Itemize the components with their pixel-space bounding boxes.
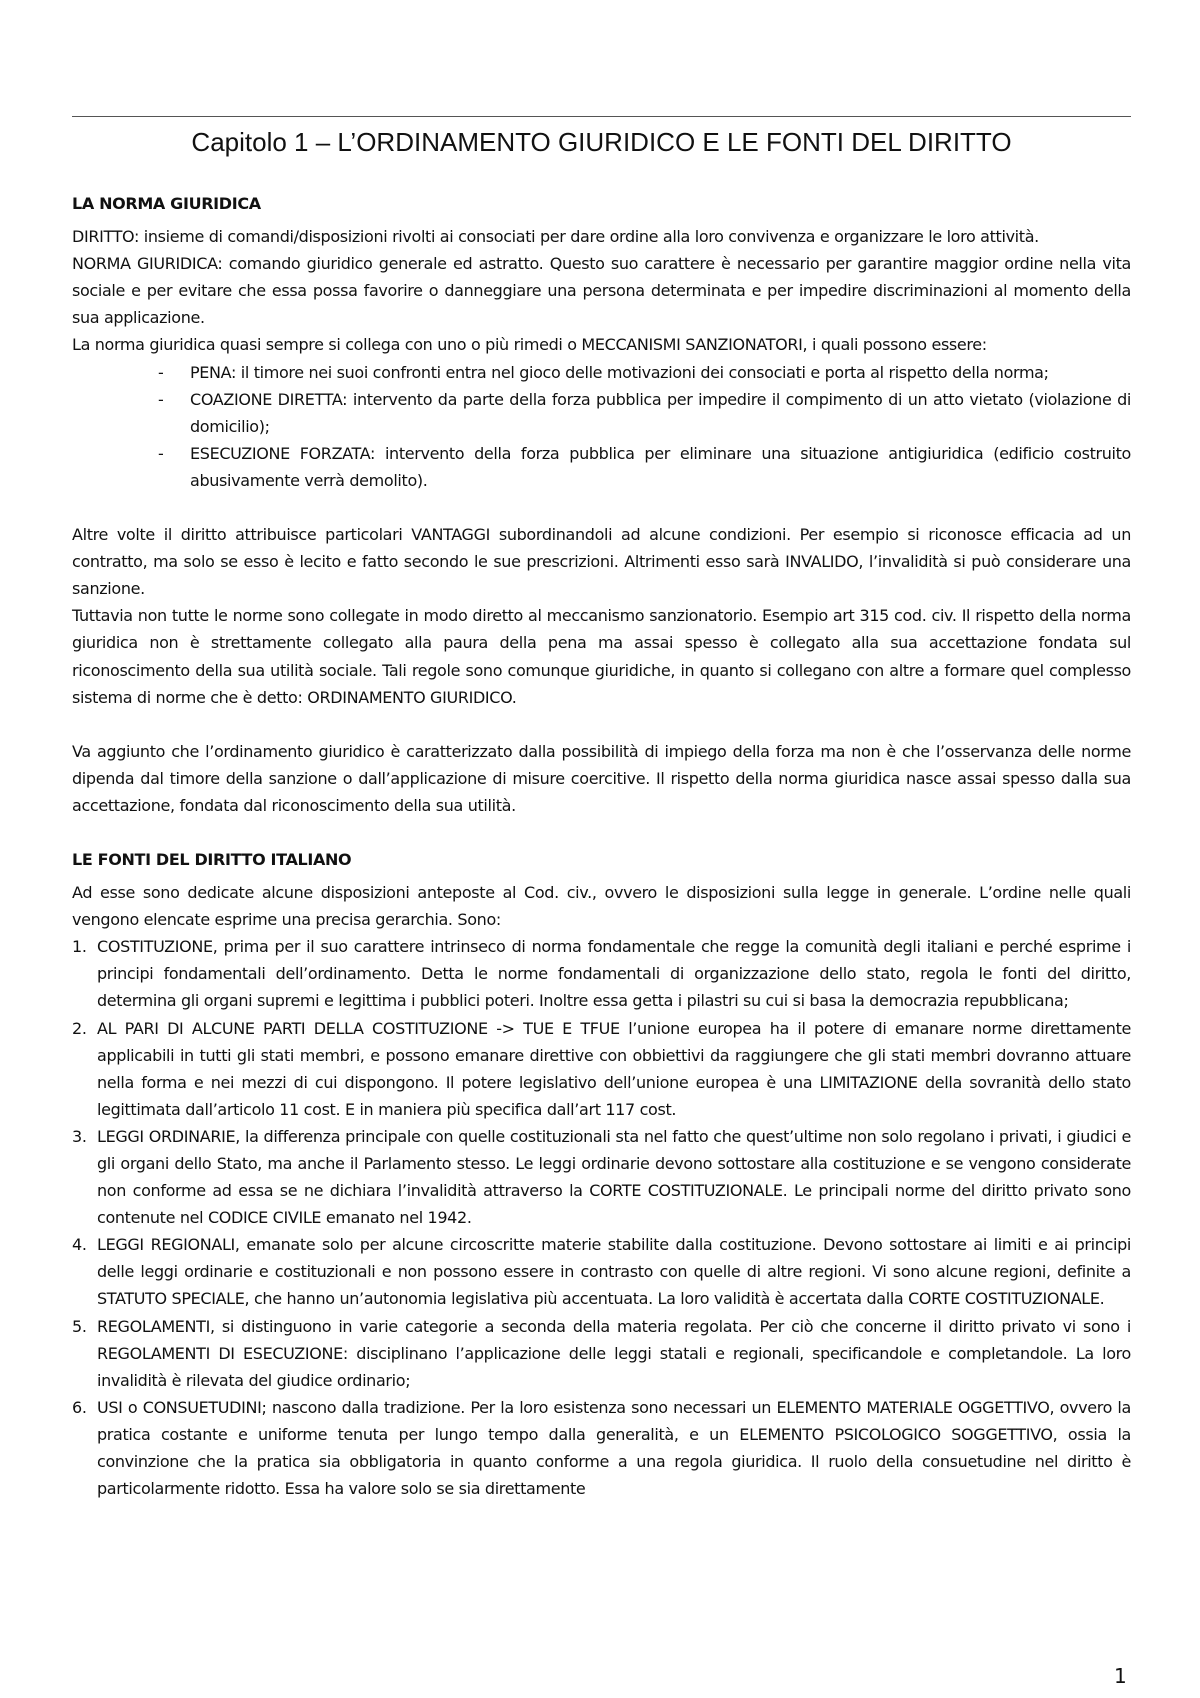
list-item-text: LEGGI REGIONALI, emanate solo per alcune circoscritte materie stabilite dalla costituzione. Devono sottostare ai limiti e ai principi delle leggi ordinarie e costituzionali e non possono essere in contrasto con quelle di altre regioni. Vi sono alcune regioni, definite a STATUTO SPECIALE, che hanno un’autonomia legislativa più accentuata. La loro validità è accertata dalla CORTE COSTITUZIONALE.	[97, 1235, 1131, 1309]
paragraph-meccanismo-sanzionatorio: Tuttavia non tutte le norme sono collegate in modo diretto al meccanismo sanzionatorio. Esempio art 315 cod. civ. Il rispetto della norma giuridica non è strettamente collegato alla paura della pena ma assai spesso è collegato alla sua accettazione fondata sul riconoscimento della sua utilità sociale. Tali regole sono comunque giuridiche, in quanto si collegano con altre a formare quel complesso sistema di norme che è detto: ORDINAMENTO GIURIDICO.	[72, 606, 1131, 707]
paragraph-ordinamento: Va aggiunto che l’ordinamento giuridico è caratterizzato dalla possibilità di impiego della forza ma non è che l’osservanza delle norme dipenda dal timore della sanzione o dall’applicazione di misure coercitive. Il rispetto della norma giuridica nasce assai spesso dalla sua accettazione, fondata dal riconoscimento della sua utilità.	[72, 741, 1131, 815]
paragraph-norma-giuridica: NORMA GIURIDICA: comando giuridico generale ed astratto. Questo suo carattere è necessario per garantire maggior ordine nella vita sociale e per evitare che essa possa favorire o danneggiare una persona determinata e per impedire discriminazioni al momento della sua applicazione.	[72, 254, 1131, 328]
list-item	[72, 1015, 1131, 1123]
paragraph-fonti-intro: Ad esse sono dedicate alcune disposizioni anteposte al Cod. civ., ovvero le disposizioni sulla legge in generale. L’ordine nelle quali vengono elencate esprime una precisa gerarchia. Sono:	[72, 883, 1131, 930]
section-heading-norma-giuridica: LA NORMA GIURIDICA	[72, 194, 261, 213]
list-number: 4.	[72, 1235, 87, 1255]
document-body	[72, 190, 1131, 1502]
list-item: - ESECUZIONE FORZATA: intervento della forza pubblica per eliminare una situazione antigiuridica (edificio costruito abusivamente verrà demolito).	[72, 440, 1131, 494]
list-number: 6.	[72, 1397, 87, 1417]
paragraph-diritto: DIRITTO: insieme di comandi/disposizioni rivolti ai consociati per dare ordine alla loro convivenza e organizzare le loro attività.	[72, 227, 1039, 247]
paragraph-vantaggi: Altre volte il diritto attribuisce particolari VANTAGGI subordinandoli ad alcune condizioni. Per esempio si riconosce efficacia ad un contratto, ma solo se esso è lecito e fatto secondo le sue prescrizioni. Altrimenti esso sarà INVALIDO, l’invalidità si può considerare una sanzione.	[72, 525, 1131, 599]
list-item-text: LEGGI ORDINARIE, la differenza principale con quelle costituzionali sta nel fatto che quest’ultime non solo regolano i privati, i giudici e gli organi dello Stato, ma anche il Parlamento stesso. Le leggi ordinarie devono sottostare alla costituzione e se vengono considerate non conforme ad essa se ne dichiara l’invalidità attraverso la CORTE COSTITUZIONALE. Le principali norme del diritto privato sono contenute nel CODICE CIVILE emanato nel 1942.	[97, 1126, 1131, 1228]
sources-list	[72, 933, 1131, 1502]
chapter-title: Capitolo 1 – L’ORDINAMENTO GIURIDICO E LE FONTI DEL DIRITTO	[191, 127, 1012, 157]
list-number: 3.	[72, 1126, 87, 1146]
list-item	[72, 933, 1131, 1014]
list-item-text: USI o CONSUETUDINI; nascono dalla tradizione. Per la loro esistenza sono necessari un ELEMENTO MATERIALE OGGETTIVO, ovvero la pratica costante e uniforme tenuta per lungo tempo dalla generalità, e un ELEMENTO PSICOLOGICO SOGGETTIVO, ossia la convinzione che la pratica sia obbligatoria in quanto conforme a una regola giuridica. Il ruolo della consuetudine nel diritto è particolarmente ridotto. Essa ha valore solo se sia direttamente	[97, 1397, 1131, 1499]
list-item: - COAZIONE DIRETTA: intervento da parte della forza pubblica per impedire il compimento di un atto vietato (violazione di domicilio);	[72, 386, 1131, 440]
list-number: 1.	[72, 937, 87, 957]
header-rule	[72, 116, 1131, 117]
list-item	[72, 1313, 1131, 1394]
list-item-text: COSTITUZIONE, prima per il suo carattere intrinseco di norma fondamentale che regge la comunità degli italiani e perché esprime i principi fondamentali dell’ordinamento. Detta le norme fondamentali di organizzazione dello stato, regola le fonti del diritto, determina gli organi supremi e legittima i pubblici poteri. Inoltre essa getta i pilastri su cui si basa la democrazia repubblicana;	[97, 937, 1131, 1011]
list-number: 5.	[72, 1316, 87, 1336]
list-item	[72, 1394, 1131, 1502]
list-number: 2.	[72, 1018, 87, 1038]
list-item: - PENA: il timore nei suoi confronti entra nel gioco delle motivazioni dei consociati e porta al rispetto della norma;	[72, 359, 1131, 386]
sanction-list	[72, 359, 1131, 494]
paragraph-meccanismi: La norma giuridica quasi sempre si collega con uno o più rimedi o MECCANISMI SANZIONATORI, i quali possono essere:	[72, 335, 987, 355]
page-number: 1	[1114, 1664, 1127, 1688]
list-item	[72, 1231, 1131, 1312]
list-item	[72, 1123, 1131, 1231]
list-item-text: AL PARI DI ALCUNE PARTI DELLA COSTITUZIONE -> TUE E TFUE l’unione europea ha il potere di emanare norme direttamente applicabili in tutti gli stati membri, e possono emanare direttive con obbiettivi da raggiungere che gli stati membri dovranno attuare nella forma e nei mezzi di cui dispongono. Il potere legislativo dell’unione europea è una LIMITAZIONE della sovranità dello stato legittimata dall’articolo 11 cost. E in maniera più specifica dall’art 117 cost.	[97, 1018, 1131, 1119]
list-item-text: REGOLAMENTI, si distinguono in varie categorie a seconda della materia regolata. Per ciò che concerne il diritto privato vi sono i REGOLAMENTI DI ESECUZIONE: disciplinano l’applicazione delle leggi statali e regionali, specificandole e completandole. La loro invalidità è rilevata del giudice ordinario;	[97, 1316, 1131, 1390]
section-heading-fonti: LE FONTI DEL DIRITTO ITALIANO	[72, 849, 352, 869]
